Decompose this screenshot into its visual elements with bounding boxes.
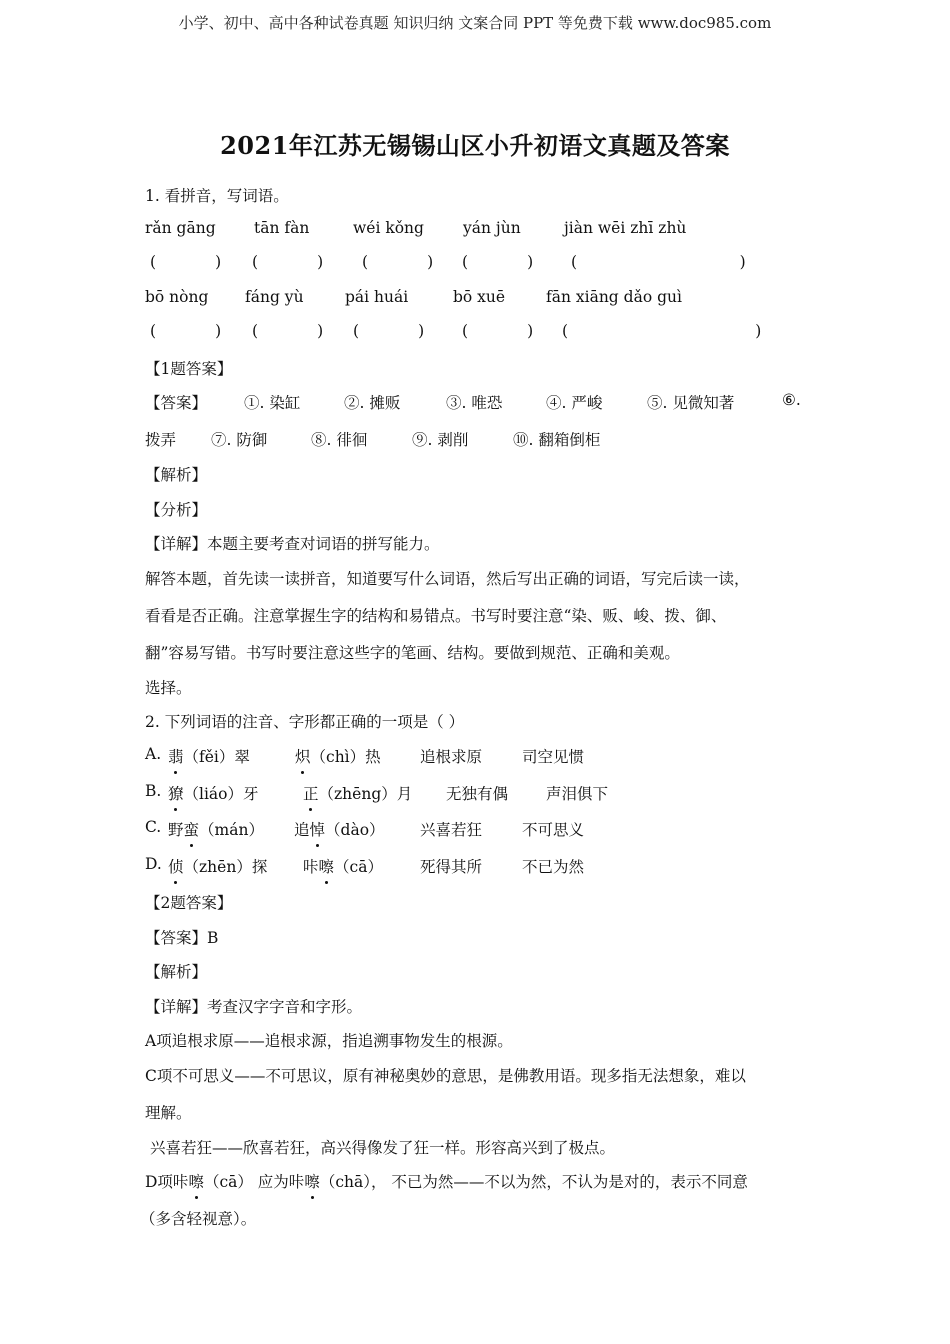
q2-c2-prefix: 追 [294,821,310,839]
q1-answer-3: ③. 唯恐 [446,394,503,412]
q1-stem: 1. 看拼音，写词语。 [145,187,289,205]
q2-explain-d-2: （多含轻视意）。 [140,1210,257,1228]
q1-blank-2: ( ) [252,253,324,271]
q2-explain-c-3: 兴喜若狂——欣喜若狂，高兴得像发了狂一样。形容高兴到了极点。 [150,1139,616,1157]
q2-d2-pinyin: （cā） [334,858,383,876]
q1-pinyin-5: jiàn wēi zhī zhù [564,219,687,237]
q2-ld1-middle: （cā） 应为咔 [203,1173,305,1191]
emphasis-dot-char: 侦 [168,855,184,877]
emphasis-dot-char: 悼 [310,818,326,840]
q1-pinyin-8: pái huái [345,288,409,306]
q1-answer-8: ⑧. 徘徊 [311,431,368,449]
q1-pinyin-4: yán jùn [463,219,521,237]
q1-pinyin-7: fáng yù [245,288,304,306]
q1-answer-5: ⑤. 见微知著 [647,394,735,412]
q2-ld1-prefix: D项咔 [145,1173,189,1191]
q2-c1-prefix: 野 [168,821,184,839]
q1-blank-8: ( ) [353,322,425,340]
q1-answer-7: ⑦. 防御 [211,431,268,449]
q2-option-c-label: C. [145,818,162,836]
q2-explain-d-1 [145,1170,748,1192]
q1-paragraph-4: 选择。 [145,679,192,697]
q2-c1-pinyin: （mán） [199,821,264,839]
page-header: 小学、初中、高中各种试卷真题 知识归纳 文案合同 PPT 等免费下载 www.doc985.com [178,14,772,32]
q1-fenxi: 【分析】 [145,501,208,519]
q2-option-a-item-1 [168,745,250,767]
document-title: 2021年江苏无锡锡山区小升初语文真题及答案 [220,131,730,160]
q2-stem: 2. 下列词语的注音、字形都正确的一项是（ ） [145,713,465,731]
q1-answer-6-num: ⑥. [782,391,801,409]
emphasis-dot-char: 炽 [295,745,311,767]
q1-blank-6: ( ) [150,322,222,340]
q2-d1-pinyin: （zhēn）探 [183,858,268,876]
q2-detail: 【详解】考查汉字字音和字形。 [145,998,363,1016]
q2-option-c-item-2 [294,818,385,840]
emphasis-dot-char: 嚓 [304,1170,320,1192]
q2-ld1-rest: （chā）， 不已为然——不以为然，不认为是对的，表示不同意 [319,1173,748,1191]
q1-detail: 【详解】本题主要考查对词语的拼写能力。 [145,535,440,553]
q1-answer-9: ⑨. 剥削 [412,431,469,449]
q2-option-b-item-1 [168,782,259,804]
q1-pinyin-6: bō nòng [145,288,209,306]
q1-answer-4: ④. 严峻 [546,394,603,412]
q2-option-c-item-3: 兴喜若狂 [420,821,483,839]
q1-answer-2: ②. 摊贩 [344,394,401,412]
q1-answer-title: 【1题答案】 [145,360,233,378]
q2-answer-title: 【2题答案】 [145,894,233,912]
q2-option-d-item-4: 不已为然 [522,858,585,876]
q2-c2-pinyin: （dào） [325,821,385,839]
emphasis-dot-char: 嚓 [319,855,335,877]
q1-answer-1: ①. 染缸 [244,394,301,412]
q1-pinyin-3: wéi kǒng [353,219,424,237]
q2-option-a-item-2 [295,745,381,767]
q1-blank-4: ( ) [462,253,534,271]
q2-option-b-item-2 [303,782,412,804]
q1-pinyin-1: rǎn gāng [145,219,216,237]
q2-explain-c-2: 理解。 [145,1104,192,1122]
q2-explain-a: A项追根求原——追根求源，指追溯事物发生的根源。 [145,1032,513,1050]
q2-option-c-item-1 [168,818,264,840]
q2-option-a-label: A. [145,745,162,763]
q1-answer-6-word: 拨弄 [145,431,177,449]
q1-blank-5: ( ) [571,253,746,271]
q1-pinyin-2: tān fàn [254,219,310,237]
q2-option-c-item-4: 不可思义 [522,821,585,839]
q1-blank-1: ( ) [150,253,222,271]
q2-explain-c-1: C项不可思义——不可思议，原有神秘奥妙的意思，是佛教用语。现多指无法想象，难以 [145,1067,746,1085]
q1-pinyin-10: fān xiāng dǎo guì [546,288,682,306]
q1-blank-10: ( ) [562,322,762,340]
q1-blank-9: ( ) [462,322,534,340]
q1-pinyin-9: bō xuē [453,288,506,306]
q1-paragraph-3: 翻”容易写错。书写时要注意这些字的笔画、结构。要做到规范、正确和美观。 [145,644,680,662]
q1-analysis: 【解析】 [145,466,208,484]
q1-answer-label: 【答案】 [145,394,208,412]
q2-option-a-item-3: 追根求原 [420,748,483,766]
q1-paragraph-1: 解答本题，首先读一读拼音，知道要写什么词语，然后写出正确的词语，写完后读一读， [145,570,750,588]
q2-option-b-item-3: 无独有偶 [446,785,509,803]
emphasis-dot-char: 嚓 [188,1170,204,1192]
q2-analysis: 【解析】 [145,963,208,981]
emphasis-dot-char: 蛮 [184,818,200,840]
q2-answer: 【答案】B [145,929,219,947]
emphasis-dot-char: 正 [303,782,319,804]
q2-option-b-label: B. [145,782,162,800]
q2-d2-prefix: 咔 [303,858,319,876]
q2-option-b-item-4: 声泪俱下 [546,785,609,803]
q2-a1-pinyin: （fěi）翠 [183,748,250,766]
q2-option-d-item-2 [303,855,383,877]
q1-paragraph-2: 看看是否正确。注意掌握生字的结构和易错点。书写时要注意“染、贩、峻、拨、御、 [145,607,727,625]
q2-option-a-item-4: 司空见惯 [522,748,585,766]
emphasis-dot-char: 獠 [168,782,184,804]
q1-blank-3: ( ) [362,253,434,271]
q2-option-d-item-1 [168,855,267,877]
q2-option-d-item-3: 死得其所 [420,858,483,876]
q2-b1-pinyin: （liáo）牙 [183,785,259,803]
q2-option-d-label: D. [145,855,162,873]
q2-a2-pinyin: （chì）热 [310,748,381,766]
q1-answer-10: ⑩. 翻箱倒柜 [513,431,601,449]
q1-blank-7: ( ) [252,322,324,340]
q2-b2-pinyin: （zhēng）月 [318,785,413,803]
emphasis-dot-char: 翡 [168,745,184,767]
